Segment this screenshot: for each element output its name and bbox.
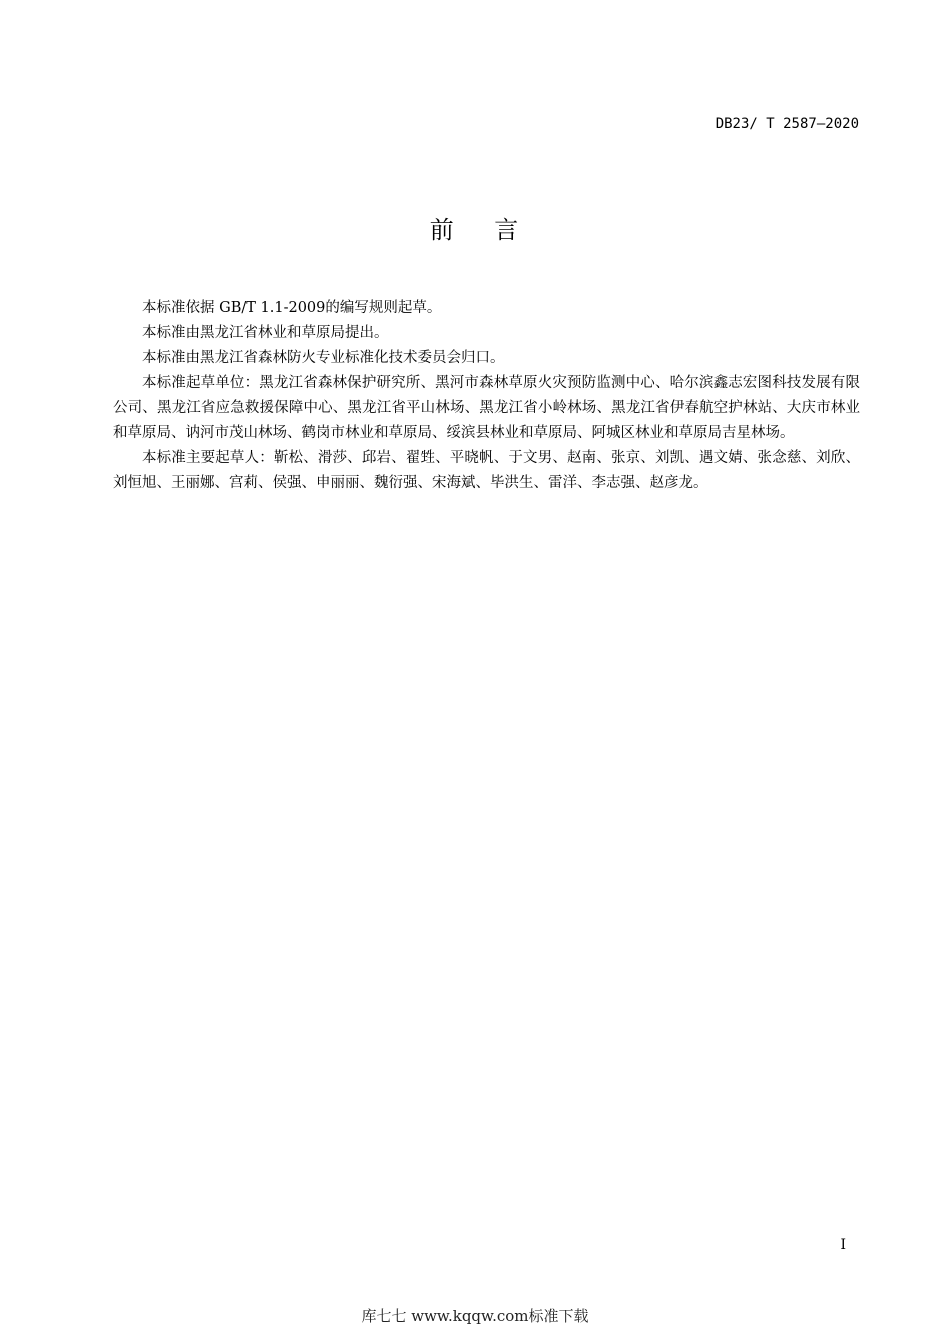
paragraph-drafting-rules: 本标准依据 GB/T 1.1-2009的编写规则起草。 <box>142 300 442 316</box>
page-number: I <box>840 1237 846 1253</box>
document-code: DB23/ T 2587—2020 <box>715 116 859 132</box>
foreword-body <box>113 296 860 496</box>
paragraph-drafting-units: 本标准起草单位：黑龙江省森林保护研究所、黑河市森林草原火灾预防监测中心、哈尔滨鑫志宏图科技发展有限公司、黑龙江省应急救援保障中心、黑龙江省平山林场、黑龙江省小岭林场、黑龙江省伊春航空护林站、大庆市林业和草原局、讷河市茂山林场、鹤岗市林业和草原局、绥滨县林业和草原局、阿城区林业和草原局吉星林场。 <box>113 375 860 441</box>
paragraph-committee: 本标准由黑龙江省森林防火专业标准化技术委员会归口。 <box>142 350 505 366</box>
paragraph-drafters: 本标准主要起草人：靳松、滑莎、邱岩、翟甡、平晓帆、于文男、赵南、张京、刘凯、遇文婧、张念慈、刘欣、刘恒旭、王丽娜、宫莉、侯强、申丽丽、魏衍强、宋海斌、毕洪生、雷洋、李志强、赵彦龙。 <box>113 450 860 491</box>
paragraph-proposer: 本标准由黑龙江省林业和草原局提出。 <box>142 325 389 341</box>
page-title: 前 言 <box>429 216 521 244</box>
watermark-text: 库七七 www.kqqw.com标准下载 <box>361 1307 589 1325</box>
